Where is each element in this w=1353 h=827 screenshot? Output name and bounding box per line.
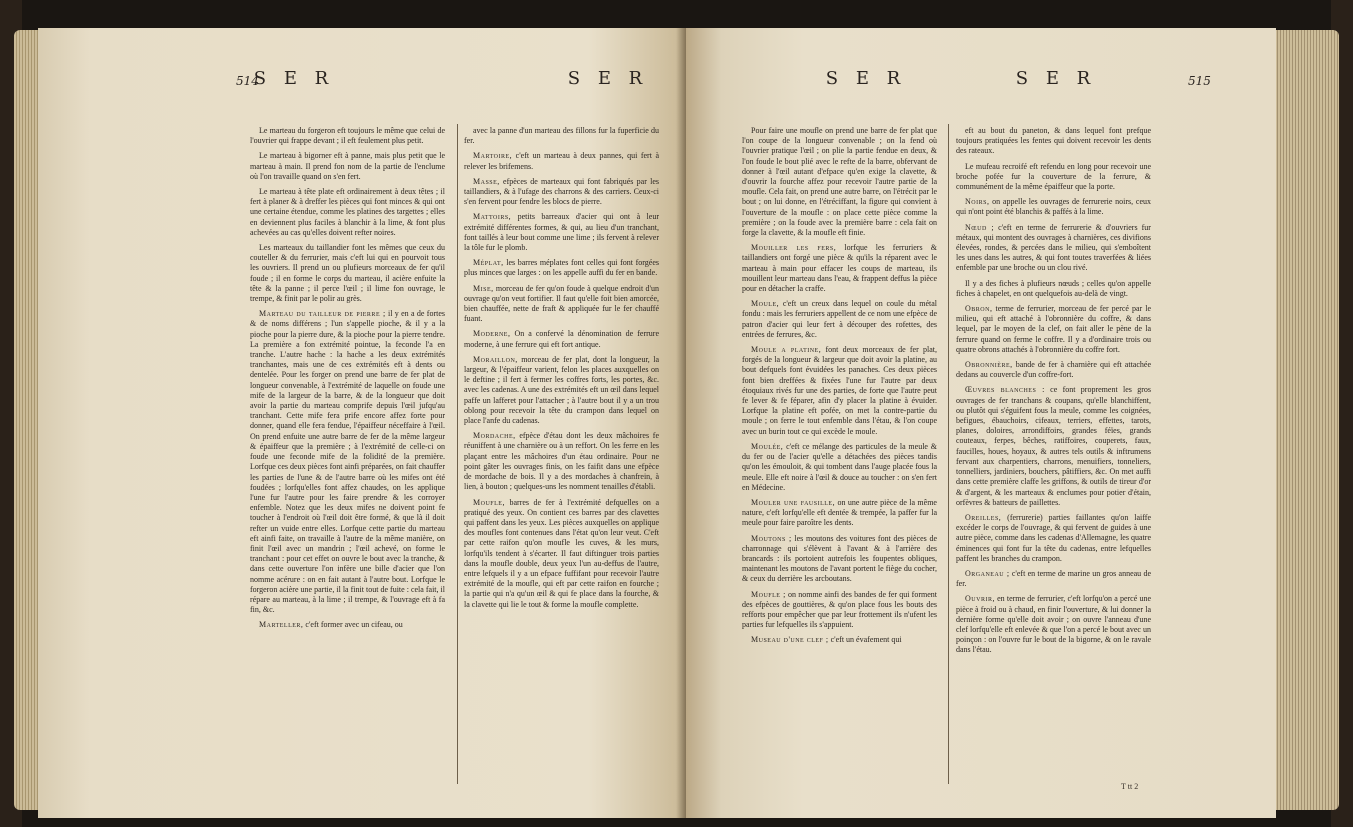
paragraph <box>742 126 937 238</box>
column-rule <box>457 124 458 784</box>
entry-headword: Mise, <box>473 283 494 293</box>
entry-headword: Moufle ; <box>751 589 786 599</box>
paragraph <box>956 385 1151 507</box>
entry-headword: Marteau du tailleur de pierre ; <box>259 309 386 319</box>
paragraph <box>464 212 659 253</box>
paragraph <box>956 304 1151 355</box>
paragraph-text: efpèces de marteaux qui font fabriqués par les taillandiers, & à l'ufage des charrons & des carriers. Ceux-ci s'en fervent pour fendre les blocs de pierre. <box>464 176 659 207</box>
paragraph <box>250 243 445 304</box>
entry-headword: Obronnière, <box>965 360 1013 370</box>
entry-headword: Méplat, <box>473 258 504 268</box>
entry-headword: Moderne, <box>473 329 511 339</box>
right-column-2 <box>956 126 1151 661</box>
paragraph-text: il y en a de fortes & de noms différens ; l'un s'appelle pioche, & il y a la pioche pour la pierre dure, & la pioche pour la pierre tendre. La première a fon extrémité pointue, la feconde l'a en tranche. L'autre hache : la hache a les deux extrémités tranchantes, mais une de ces extrémités eft à dents ou dentelée. Pour les forger on prend une barre de fer plat de longueur convenable, à l'extrémité de laquelle on foude une mife de la largeur de la barre, & de la longueur que doit avoir la partie du marteau comprife depuis l'œil jufqu'au tranchant. Cette mife fera prife encore affez forte pour donner, quand elle fera fendue, l'épaiffeur néceffaire à l'œil. On prend enfuite une autre barre de fer de la même largeur & épaiffeur que la première ; à l'extrémité de celle-ci on foude une feconde mife de la folidité de la première. Lorfque ces deux pièces font ainfi préparées, on fait chauffer les parties de l'une & de l'autre barre où les mifes ont été foudées ; lorfqu'elles font affez chaudes, on les applique l'une fur l'autre pour les faire prendre & les corroyer enfemble. Notez que les deux mifes ne doivent point fe toucher à l'endroit où l'œil doit être formé, & que là il doit refter un vuide entre elles. Lorfque cette partie du marteau eft ainfi faite, on travaille à l'autre de la même manière, on finit l'œil avec un mandrin ; l'œil achevé, on forme le tranchant : pour cet effet on ouvre le bout avec la tranche, & dans cette ouverture l'on infère une bille d'acier que l'on nomme acérure : on en fait autant à l'autre bout. Lorfque le forgeron acière une partie, il la finit tout de fuite : cela fait, il répare au marteau, à la lime ; il trempe, & l'ouvrage eft à fa fin, &c. <box>250 309 445 615</box>
left-page <box>38 28 686 818</box>
paragraph <box>464 431 659 492</box>
paragraph-text: les moutons des voitures font des pièces de charronnage qui s'élèvent à l'avant & à l'arrière des brancards : ils portoient autrefois les foupentes obliques, maintenant les moutons de l'avant portent le fiège du cocher, & ceux du derrière les arcboutans. <box>742 533 937 584</box>
paragraph-text: eft au bout du paneton, & dans lequel font prefque toujours pratiquées les fentes qui doivent recevoir les dents des rateaux. <box>956 126 1151 156</box>
paragraph <box>464 329 659 349</box>
paragraph <box>956 569 1151 589</box>
paragraph <box>956 360 1151 380</box>
paragraph-text: Le marteau à tête plate eft ordinairement à deux têtes ; il fert à planer & à dreffer les pièces qui font minces & qui ont une certaine étendue, comme les platines des targettes ; elles en deviennent plus faciles à blanchir à la lime, & font plus achevées au cas qu'elles doivent refter noires. <box>250 187 445 237</box>
paragraph <box>956 126 1151 157</box>
entry-headword: Obron, <box>965 304 993 314</box>
entry-headword: Œuvres blanches : <box>965 385 1045 395</box>
paragraph-text: avec la panne d'un marteau des fillons fur la fuperficie du fer. <box>464 126 659 146</box>
entry-headword: Mouiller les fers, <box>751 243 837 253</box>
paragraph-text: on une autre pièce de la même nature, c'eft lorfqu'elle eft dentée & trempée, la paffer fur la meule pour faire paroître les dents. <box>742 497 937 528</box>
left-page-header <box>236 68 649 98</box>
paragraph <box>464 151 659 171</box>
paragraph-text: lorfque les ferruriers & taillandiers ont forgé une pièce & qu'ils la réparent avec le marteau à main pour effacer les coups de marteau, ils mouillent leur marteau dans l'eau, & frappent deffus la pièce pour en détacher la craffe. <box>742 243 937 294</box>
paragraph-text: en terme de ferrurier, c'eft lorfqu'on a percé une pièce à froid ou à chaud, en finir l'ouverture, & lui donner la dernière forme qu'elle doit avoir ; on ouvre l'anneau d'une clef lorfqu'elle eft enlevée & que l'on a percé le bout avec un poinçon : on l'ouvre fur le bout de la bigorne, & on le ravale dans l'étau. <box>956 594 1151 655</box>
paragraph-text: font deux morceaux de fer plat, forgés de la longueur & largeur que doit avoir la platine, au bout defquels font évuidées les panaches. Ces deux pièces font bien dreffées & fixées l'une fur l'autre par deux étoquiaux rivés fur une des parties, de forte que l'autre peut fe lever & fe féparer, afin d'y placer la platine à évuider. Lorfque la platine eft pofée, on met la contre-partie du moule ; on ferre le tout enfemble dans l'étau, & l'on coupe avec un burin tout ce qui excède le moule. <box>742 345 937 436</box>
paragraph <box>956 197 1151 217</box>
entry-headword: Organeau ; <box>965 568 1010 578</box>
column-rule <box>948 124 949 784</box>
entry-headword: Noirs, <box>965 197 990 207</box>
paragraph-text: efpèce d'étau dont les deux mâchoires fe réuniffent à une charnière ou à un reffort. On les ferre en les plaçant entre les mâchoires d'un étau ordinaire. Pour ne point gâter les ouvrages finis, on les faifit dans une efpèce de mordache de bois. Il y a des mordaches à chanfrein, à lien, à bouton ; quelques-uns les nomment tenailles d'établi. <box>464 431 659 492</box>
running-head-left: S E R <box>825 68 907 89</box>
paragraph-text: c'eft ce mélange des particules de la meule & du fer ou de l'acier qu'elle a détachées des pièces tandis qu'on les émouloit, & qui tombent dans l'auge placée fous la meule. Elle eft noire à l'œil & douce au toucher : on s'en fert en Médecine. <box>742 441 937 492</box>
paragraph-text: ce font proprement les gros ouvrages de fer tranchans & coupans, qu'elle blanchiffent, ou plutôt qui s'éguifent fous la meule, comme les coignées, befigues, ébauchoirs, cifeaux, terriers, effettes, tarots, planes, doloires, arrondiffoirs, grandes féïes, grands couteaux, ferpes, bêches, ratiffoires, couperets, faux, faucilles, houes, hoyaux, & autres tels outils & inftrumens fervant aux charpentiers, charrons, menuifiers, tonneliers, tonnelliers, jardiniers, bouchers, pâtiffiers, &c. On met auffi dans cette première claffe les griffons, & outils de tireur d'or & d'argent, & les marteaux & enclumes pour potier d'étain, orfèvres & batteurs de paillettes. <box>956 385 1151 507</box>
paragraph <box>250 126 445 146</box>
paragraph-text: Pour faire une moufle on prend une barre de fer plat que l'on coupe de la longueur convenable ; on la fend où l'ouvrier pratique l'œil ; on plie la partie fendue en deux, & l'on foude le bout plié avec le refte de la barre, obfervant de donner à l'œil autant d'efpace qu'en exige la clavette, & d'ouvrir la fourche affez pour recevoir l'autre partie de la moufle. Cela fait, on prend une autre barre, on l'étrécit par le bout ; on lui donne, en l'étréciffant, la figure qui convient à l'ouverture de la moufle : on place cette pièce comme la première ; on la foude avec la première barre : cela fait on forge la clavette, & la moufle eft finie. <box>742 126 937 238</box>
paragraph <box>250 151 445 182</box>
entry-headword: Mattoirs, <box>473 212 512 222</box>
paragraph-text: c'eft en terme de marine un gros anneau de fer. <box>956 568 1151 589</box>
paragraph <box>464 177 659 208</box>
paragraph-text: terme de ferrurier, morceau de fer percé par le milieu, qui eft attaché à l'obronnière du coffre, & dans lequel, par le moyen de la clef, on fait aller le pène de la ferrure quand on ferme le coffre. Il y a d'ordinaire trois ou quatre obrons attachés à l'obronnière du coffre fort. <box>956 304 1151 354</box>
paragraph-text: c'eft un évafement qui <box>828 635 902 645</box>
paragraph-text: On a confervé la dénomination de ferrure moderne, à une ferrure qui eft fort antique. <box>464 329 659 349</box>
paragraph <box>956 513 1151 564</box>
page-number: 515 <box>1188 74 1211 88</box>
entry-headword: Museau d'une clef ; <box>751 635 829 645</box>
paragraph <box>956 279 1151 299</box>
entry-headword: Moulée, <box>751 441 784 451</box>
paragraph-text: barres de fer à l'extrémité defquelles on a pratiqué des yeux. On contient ces barres par des clavettes qui paffent dans les yeux. Les pièces auxquelles on applique des moufles font contenues dans l'état qu'on leur veut. C'eft par cette raifon qu'on moufle les cuves, & les murs, lorfqu'ils tendent à s'écarter. Il faut diftinguer trois parties dans la moufle double, deux yeux l'un au-deffus de l'autre, entre lefquels il y a un efpace fuffifant pour recevoir l'autre extrémité de la moufle, qui eft par cette raifon en fourche ; la partie qui n'a qu'un œil & qui fe place dans la fourche, & la clavette qui lie le tout & forme la moufle complette. <box>464 497 659 609</box>
paragraph-text: Les marteaux du taillandier font les mêmes que ceux du couteller & du ferrurier, mais c'eft lui qui en pourvoit tous les ouvriers. Il prend un ou plufieurs morceaux de fer qu'il foude ; il en forme le corps du marteau, il acière enfuite la tête & la panne ; il perce l'œil ; il lime fon ouvrage, le trempe, & finit par le polir au grès. <box>250 243 445 304</box>
entry-headword: Moufle, <box>473 497 505 507</box>
entry-headword: Moraillon, <box>473 354 518 364</box>
paragraph <box>742 243 937 294</box>
paragraph-text: c'eft un marteau à deux pannes, qui fert à relever les brifemens. <box>464 151 659 171</box>
left-column-2 <box>464 126 659 615</box>
paragraph <box>742 534 937 585</box>
running-head-left: S E R <box>253 68 335 89</box>
signature-mark: T tt 2 <box>1121 782 1139 791</box>
entry-headword: Oreilles, <box>965 512 1002 522</box>
running-head-right: S E R <box>567 68 649 89</box>
paragraph-text: c'eft en terme de ferrurerie & d'ouvriers fur métaux, qui montent des ouvrages à charnières, ces divifions élevées, rondes, & percées dans le milieu, qui s'emboîtent les unes dans les autres, & qui font toutes traverfées & liées enfemble par une broche ou un clou rivé. <box>956 222 1151 273</box>
paragraph-text: bande de fer à charnière qui eft attachée dedans au couvercle d'un coffre-fort. <box>956 360 1151 380</box>
paragraph-text: petits barreaux d'acier qui ont à leur extrémité différentes formes, & qui, au lieu d'un tranchant, font taillés à leur bout comme une lime ; ils fervent à relever la tôle fur le plomb. <box>464 212 659 253</box>
right-page <box>686 28 1276 818</box>
paragraph-text: morceau de fer plat, dont la longueur, la largeur, & l'épaiffeur varient, felon les places auxquelles on le deftine ; il fert à fermer les coffres forts, les portes, &c. avec les cadenas. A une des extrémités eft un œil dans lequel paffe un lafferet pour l'attacher ; à l'autre bout il y a un trou oblong pour recevoir la tête du crampon dans lequel on place l'anfe du cadenas. <box>464 354 659 426</box>
entry-headword: Mouler une fausille, <box>751 497 836 507</box>
paragraph-text: morceau de fer qu'on foude à quelque endroit d'un ouvrage qu'on veut fortifier. Il faut qu'elle foit bien amorcée, bien chauffée, nette de fraft & appliquée fur le fer chauffé fuant. <box>464 283 659 324</box>
paragraph <box>742 590 937 631</box>
running-head-right: S E R <box>1015 68 1097 89</box>
paragraph <box>250 309 445 615</box>
paragraph <box>956 223 1151 274</box>
left-column-1 <box>250 126 445 636</box>
paragraph <box>250 187 445 238</box>
paragraph-text: on nomme ainfi des bandes de fer qui forment des efpèces de gouttières, & qu'on place fous les bouts des refforts pour empêcher que par leur frottement ils n'ufent les parties fur lefquelles ils s'appuient. <box>742 589 938 630</box>
paragraph <box>464 284 659 325</box>
entry-headword: Masse, <box>473 176 500 186</box>
paragraph <box>742 442 937 493</box>
paragraph <box>742 299 937 340</box>
right-page-header <box>746 68 1211 98</box>
paragraph-text: Le marteau du forgeron eft toujours le même que celui de l'ouvrier qui frappe devant ; il eft feulement plus petit. <box>250 126 445 146</box>
paragraph <box>250 620 445 630</box>
paragraph-text: Il y a des fiches à plufieurs nœuds ; celles qu'on appelle fiches à chapelet, en ont quelquefois au-delà de vingt. <box>956 278 1151 298</box>
paragraph <box>464 498 659 610</box>
paragraph <box>742 345 937 437</box>
entry-headword: Nœud ; <box>965 222 995 232</box>
paragraph-text: Le mufeau recroifé eft refendu en long pour recevoir une broche pofée fur la couverture de la ferrure, & communément de la même épaiffeur que la porte. <box>956 161 1151 192</box>
page-number: 514 <box>236 74 259 88</box>
paragraph-text: c'eft un creux dans lequel on coule du métal fondu : mais les ferruriers appellent de ce nom une efpèce de patron d'acier qui leur fert à découper des rofettes, des entrées de ferrures, &c. <box>742 299 937 339</box>
paragraph <box>742 635 937 645</box>
paragraph <box>956 162 1151 193</box>
paragraph-text: on appelle les ouvrages de ferrurerie noirs, ceux qui n'ont point été blanchis & paffés à la lime. <box>956 197 1151 217</box>
paragraph-text: (ferrurerie) parties faillantes qu'on laiffe excéder le corps de l'ouvrage, & qui fervent de guides à une autre pièce, comme dans les cadenas d'Allemagne, les quatre éminences qui font fur la tête du cadenas, entre lefquelles paffent les branches du crampon. <box>956 512 1151 563</box>
paragraph <box>956 594 1151 655</box>
entry-headword: Marteller, <box>259 620 304 630</box>
paragraph <box>464 126 659 146</box>
paragraph-text: c'eft former avec un cifeau, ou <box>303 620 403 630</box>
entry-headword: Martoire, <box>473 151 513 161</box>
page-edges-right <box>1269 30 1339 810</box>
paragraph <box>742 498 937 529</box>
paragraph-text: Le marteau à bigorner eft à panne, mais plus petit que le marteau à main. Il prend fon nom de la partie de l'enclume où l'on travaille quand on s'en fert. <box>250 151 445 181</box>
entry-headword: Moule a platine, <box>751 345 822 355</box>
right-column-1 <box>742 126 937 651</box>
paragraph <box>464 258 659 278</box>
entry-headword: Ouvrir, <box>965 594 995 604</box>
paragraph-text: les barres méplates font celles qui font forgées plus minces que larges : on les appelle auffi du fer en bande. <box>464 258 659 278</box>
entry-headword: Moule, <box>751 299 780 309</box>
entry-headword: Mordache, <box>473 431 516 441</box>
entry-headword: Moutons ; <box>751 533 792 543</box>
paragraph <box>464 355 659 426</box>
